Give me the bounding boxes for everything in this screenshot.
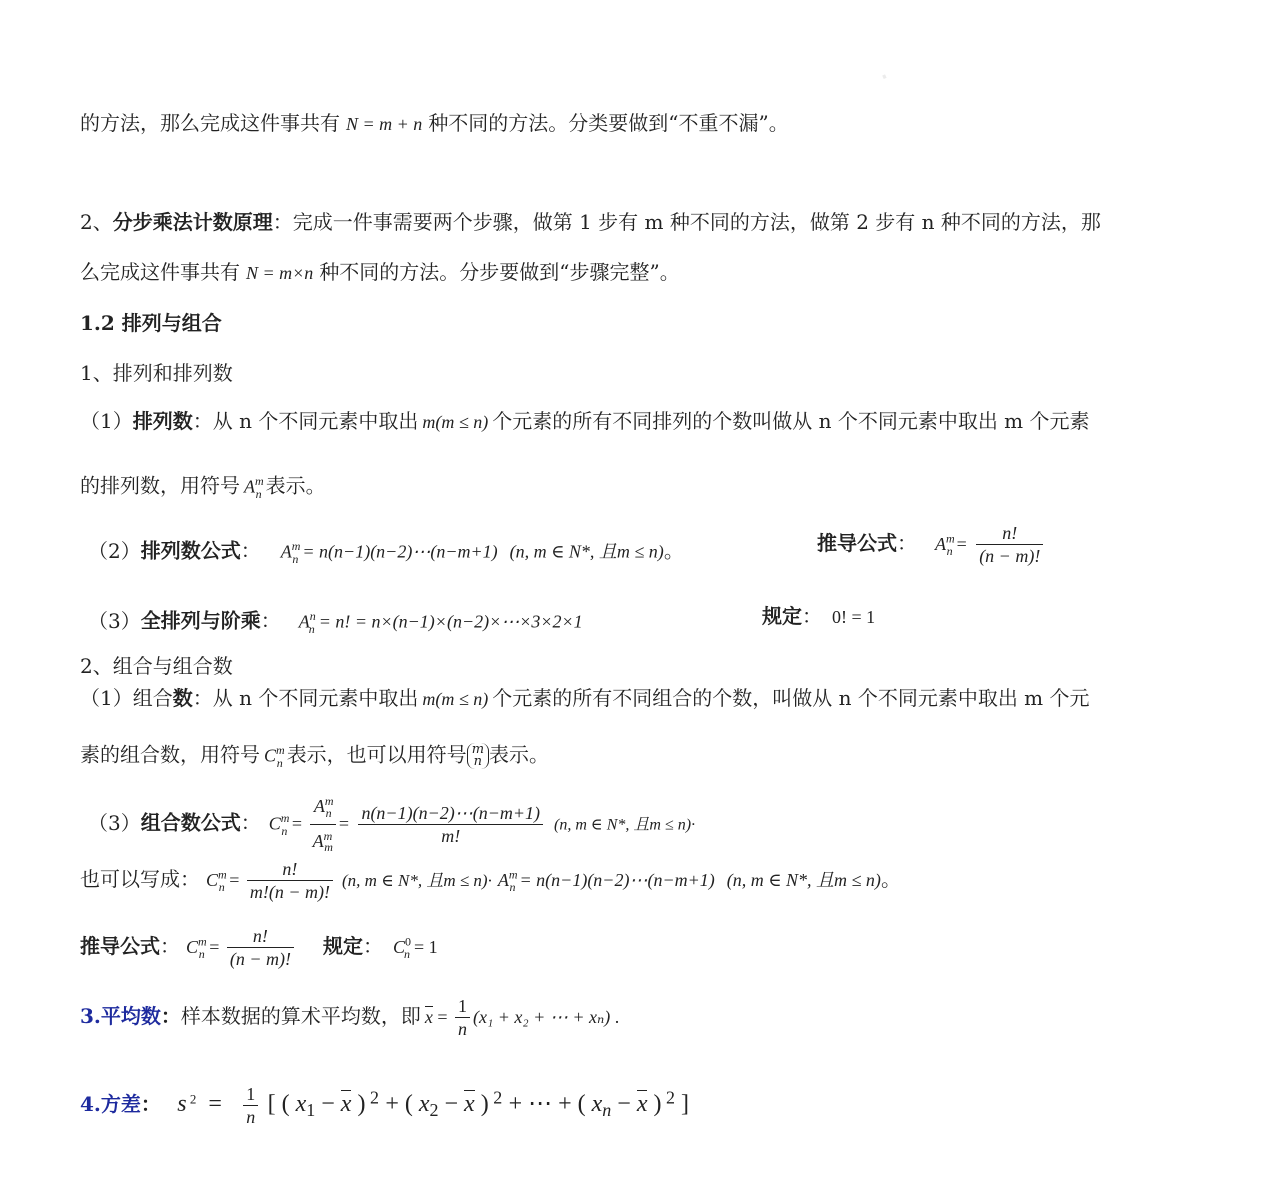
permutation-formula: （2）排列数公式： $A^m_n$ = n(n−1)(n−2)⋯(n−m+1) (n, m ∈ N*, 且m ≤ n)。 (88, 538, 684, 566)
combination-expanded: $\frac{n(n-1)(n-2)\cdots(n-m+1)}{m!}$ (358, 802, 543, 847)
text-line-2: 2、分步乘法计数原理：完成一件事需要两个步骤，做第 1 步有 m 种不同的方法，做第 2 步有 n 种不同的方法，那 (80, 210, 1101, 234)
variance-fraction: $\frac{1}{n}$ (243, 1083, 258, 1128)
full-permutation: （3）全排列与阶乘： $A^n_n = n$! = n×(n−1)×(n−2)×⋯×3×2×1 (88, 608, 583, 636)
combination-ratio: $\frac{A^m_n}{A^m_m}$ (310, 790, 336, 858)
mean-fraction: $\frac{1}{n}$ (455, 995, 470, 1040)
permutation-derivation: 推导公式： $A^m_n$ = $\frac{n!}{(n - m)!}$ (817, 522, 1046, 567)
text-line-1: 的方法，那么完成这件事共有 N = m + n 种不同的方法。分类要做到“不重不漏”。 (80, 111, 789, 135)
factorial-rule: 规定： 0! = 1 (762, 604, 876, 628)
section-heading: 1.2 排列与组合 (80, 311, 222, 335)
combination-alt-form: 也可以写成： $C^m_n$ = $\frac{n!}{m!(n - m)!}$ (n, m ∈ N*, 且$m \le n)\cdot A^m_n$ = n(n−1)(n−2)⋯(n−m+1) (n, m ∈ N*, 且m ≤ n)。 (80, 859, 901, 902)
combination-definition: （1）组合数：从 n 个不同元素中取出 m(m ≤ n) 个元素的所有不同组合的个数，叫做从 n 个不同元素中取出 m 个元 (80, 686, 1090, 710)
variance-definition: 4.方差： s $^2$ = $\frac{1}{n}$ [ ( $x_1 - x$ ) $^2$ + ( $x_2 - x$ ) $^2$ + ⋯ + ( $x_n - x$ ) $^2$ ] (80, 1084, 689, 1127)
x-bar: x (424, 1007, 433, 1027)
derivation-fraction: $\frac{n!}{(n - m)!}$ (976, 522, 1043, 567)
subheading-permutation: 1、排列和排列数 (80, 361, 233, 385)
combination-derivation: 推导公式： $C^m_n$ = $\frac{n!}{(n - m)!}$ 规定： $C^0_n = 1$ (80, 926, 438, 969)
combination-formula: （3）组合数公式： $C^m_n$ = $\frac{A^m_n}{A^m_m}$ = $\frac{n(n-1)(n-2)\cdots(n-m+1)}{m!}$ (n, m ∈ N*, 且m ≤ n)· (80, 790, 695, 858)
binomial-symbol: m n (467, 743, 489, 769)
combination-symbol-line: 素的组合数，用符号 $C^m_n$ 表示，也可以用符号 m n 表示。 (80, 742, 550, 770)
alt-fraction: $\frac{n!}{m!(n - m)!}$ (247, 858, 333, 903)
permutation-definition: （1）排列数：从 n 个不同元素中取出 m(m ≤ n) 个元素的所有不同排列的个数叫做从 n 个不同元素中取出 m 个元素 (80, 409, 1090, 433)
text-line-3: 么完成这件事共有 N = m×n 种不同的方法。分步要做到“步骤完整”。 (80, 260, 680, 284)
subheading-combination: 2、组合与组合数 (80, 654, 233, 678)
derivation-fraction-2: $\frac{n!}{(n - m)!}$ (227, 925, 294, 970)
watermark: · (873, 59, 897, 96)
mean-definition: 3.平均数：样本数据的算术平均数，即 x = $\frac{1}{n}$ (x₁ + x₂ + ⋯ + xₙ) . (80, 996, 620, 1039)
permutation-symbol-line: 的排列数，用符号 $A^m_n$ 表示。 (80, 473, 326, 501)
